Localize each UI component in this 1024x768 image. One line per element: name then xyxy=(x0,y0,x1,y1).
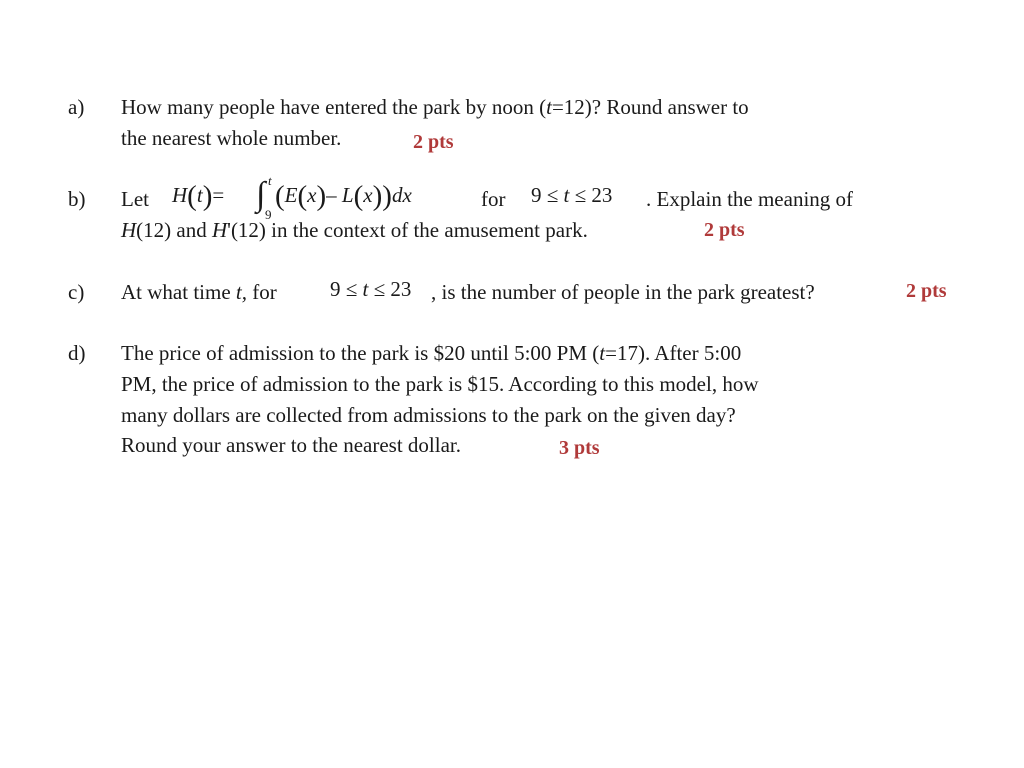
question-c-line-end: , is the number of people in the park greatest? xyxy=(431,280,815,304)
question-d-label: d) xyxy=(68,341,86,365)
question-a-text: =12)? Round answer to xyxy=(551,95,749,119)
question-c-points: 2 pts xyxy=(906,280,947,302)
question-b-points: 2 pts xyxy=(704,219,745,241)
question-a-line-2: the nearest whole number. xyxy=(121,126,342,150)
question-b-line-2: H(12) and H'(12) in the context of the amusement park. xyxy=(121,218,588,242)
question-d-line-3: many dollars are collected from admissions to the park on the given day? xyxy=(121,403,736,427)
question-b-line-1-tail: . Explain the meaning of xyxy=(646,187,854,211)
range-inequality-c: 9 ≤ t ≤ 23 xyxy=(330,277,412,301)
integral-upper-limit: t xyxy=(268,173,272,188)
question-b-for: for xyxy=(481,187,506,211)
question-c-line-start: At what time t, for xyxy=(121,280,277,304)
question-a-line-1 xyxy=(121,95,749,119)
question-c-label: c) xyxy=(68,280,85,304)
integral-sign: ∫ xyxy=(256,176,266,213)
question-a-text: How many people have entered the park by noon ( xyxy=(121,95,547,119)
formula-lhs: H(t)= xyxy=(172,180,225,212)
range-inequality-b: 9 ≤ t ≤ 23 xyxy=(531,183,613,207)
question-d-points: 3 pts xyxy=(559,437,600,459)
question-b-let: Let xyxy=(121,187,149,211)
question-d-line-1: The price of admission to the park is $20 until 5:00 PM (t=17). After 5:00 xyxy=(121,341,742,365)
question-b-label: b) xyxy=(68,187,86,211)
question-d-line-2: PM, the price of admission to the park is $15. According to this model, how xyxy=(121,372,759,396)
question-d-line-4: Round your answer to the nearest dollar. xyxy=(121,433,461,457)
question-a-label: a) xyxy=(68,95,85,119)
question-a-points: 2 pts xyxy=(413,131,454,153)
integral-lower-limit: 9 xyxy=(265,207,272,222)
variable-t: t xyxy=(546,95,552,119)
formula-integrand: (E(x)– L(x))dx xyxy=(275,180,412,212)
